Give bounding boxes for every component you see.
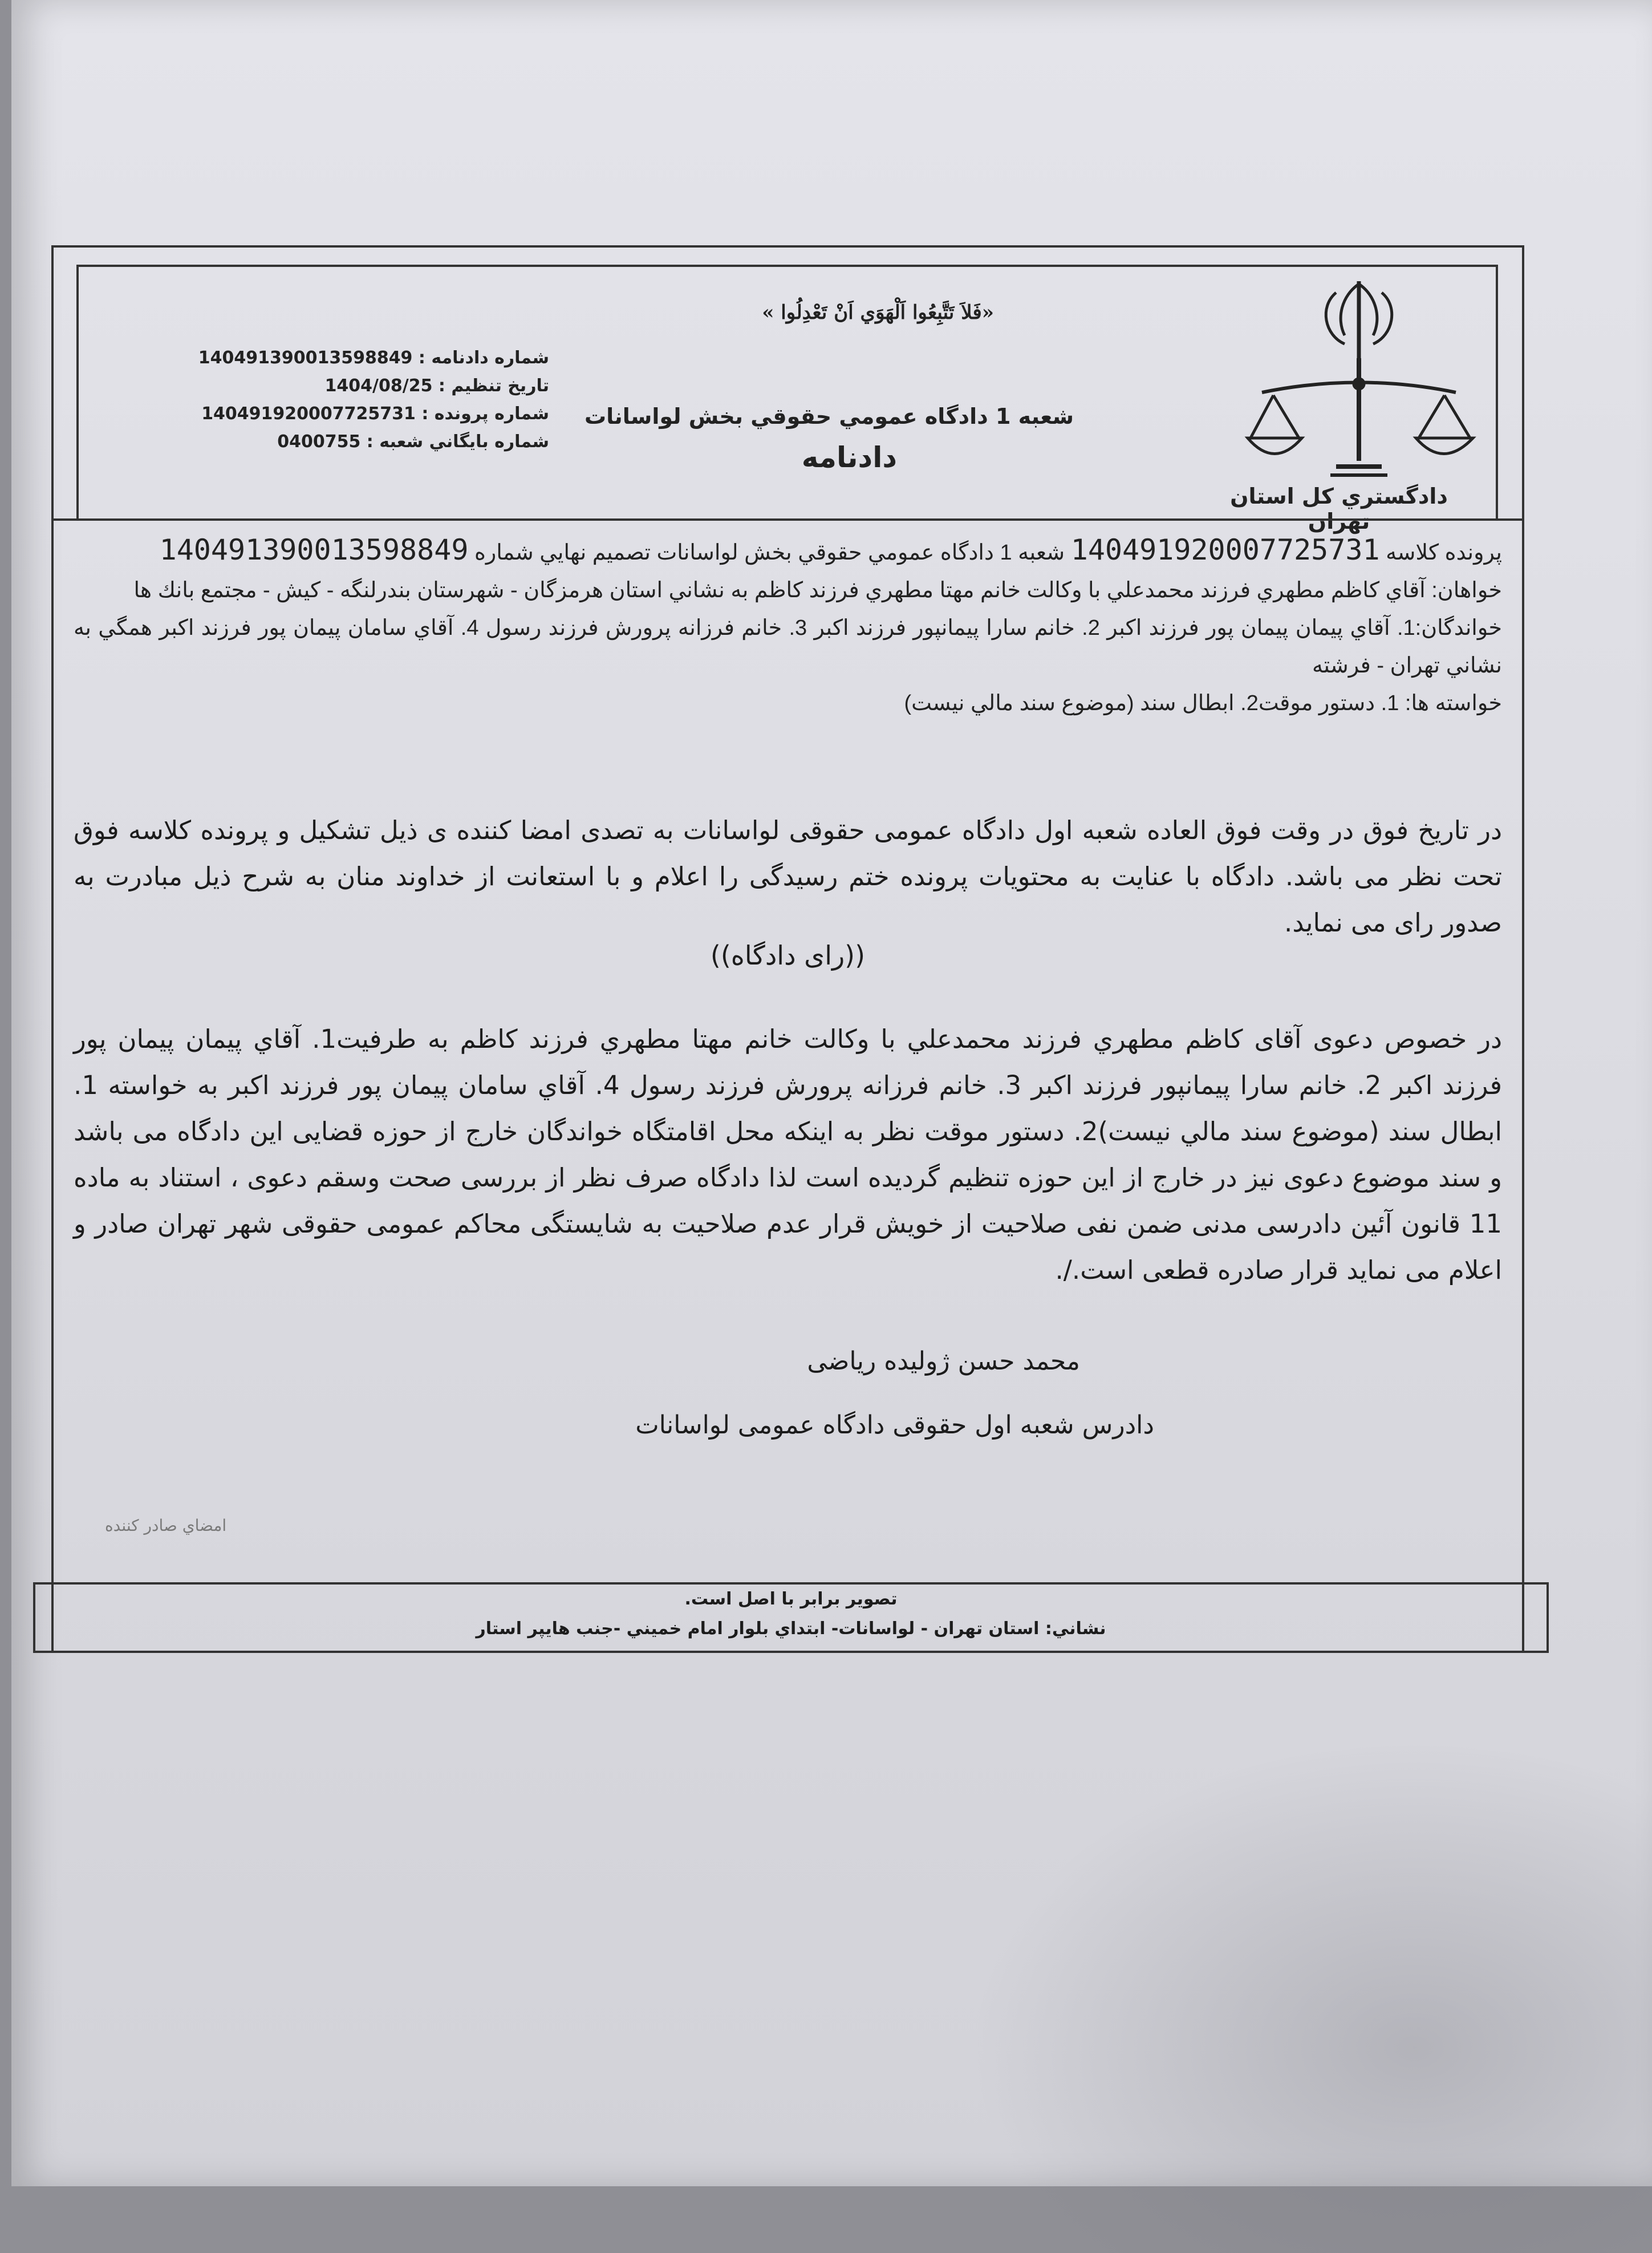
document-header [76,265,1498,534]
quran-verse: «فَلاَ تَتَّبِعُوا اَلْهَوَي اَنْ تَعْدِلُوا » [762,301,994,324]
court-decision-document [51,245,1524,1653]
signature-label: امضاي صادر كننده [105,1516,227,1535]
claims: خواسته ها: 1. دستور موقت2. ابطال سند (موضوع سند مالي نيست) [904,691,1502,715]
meta-decision-number: شماره دادنامه : 140491390013598849 [198,348,549,368]
case-details [74,531,1502,722]
organization-name: دادگستري كل استان تهران [1230,484,1448,534]
judge-title: دادرس شعبه اول حقوقی دادگاه عمومی لواسانات [635,1411,1154,1440]
judiciary-emblem-icon [1239,273,1479,484]
file-number: 140491920007725731 [1070,533,1380,566]
court-address: نشاني: استان تهران - لواسانات- ابتداي بلوار امام خميني -جنب هايپر استار [476,1619,1106,1639]
document-meta [161,344,549,456]
judge-name: محمد حسن ژولیده ریاضی [807,1347,1080,1376]
meta-file-number: شماره پرونده : 140491920007725731 [201,404,549,424]
decision-number: 140491390013598849 [159,533,469,566]
meta-issue-date: تاريخ تنظيم : 1404/08/25 [324,376,549,396]
plaintiff: خواهان: آقاي كاظم مطهري فرزند محمدعلي با وكالت خانم مهتا مطهري فرزند كاظم به نشاني استان هرمزگان - شهرستان بندرلنگه - كيش - مجتمع بانك ها [133,578,1502,602]
paper-shadow [969,1740,1652,2253]
document-title: دادنامه [801,441,897,474]
file-line: پرونده كلاسه 140491920007725731 شعبه 1 دادگاه عمومي حقوقي بخش لواسانات تصميم نهايي شماره 140491390013598849 [159,533,1502,566]
defendants: خواندگان:1. آقاي پيمان پيمان پور فرزند اكبر 2. خانم سارا پيمانپور فرزند اكبر 3. خانم فرزانه پرورش فرزند رسول 4. آقاي سامان پيمان پور فرزند اكبر همگي به نشاني تهران - فرشته [74,616,1502,678]
document-footer [33,1582,1549,1653]
intro-paragraph: در تاریخ فوق در وقت فوق العاده شعبه اول دادگاه عمومی حقوقی لواسانات به تصدی امضا کننده ی ذیل تشکیل و پرونده کلاسه فوق تحت نظر می باشد. دادگاه با عنایت به محتویات پرونده ختم رسیدگی را اعلام و با استعانت از خداوند منان به شرح ذیل مبادرت به صدور رای می نماید. [74,815,1502,938]
court-branch: شعبه 1 دادگاه عمومي حقوقي بخش لواسانات [584,404,1074,429]
copy-note: تصوير برابر با اصل است. [684,1589,898,1609]
verdict-heading: ((رای دادگاه)) [710,940,866,971]
meta-archive-number: شماره بايگاني شعبه : 0400755 [277,432,549,452]
verdict-paragraph: در خصوص دعوی آقای کاظم مطهري فرزند محمدعلي با وكالت خانم مهتا مطهري فرزند كاظم به طرفیت1. آقاي پيمان پيمان پور فرزند اكبر 2. خانم سارا پيمانپور فرزند اكبر 3. خانم فرزانه پرورش فرزند رسول 4. آقاي سامان پيمان پور فرزند اكبر به خواسته 1. ابطال سند (موضوع سند مالي نيست)2. دستور موقت نظر به اینکه محل اقامتگاه خواندگان خارج از حوزه قضایی این دادگاه می باشد و سند موضوع دعوی نیز در خارج از این حوزه تنظیم گردیده است لذا دادگاه صرف نظر از بررسی صحت وسقم دعوی ، استناد به ماده 11 قانون آئین دادرسی مدنی ضمن نفی صلاحیت از خویش قرار عدم صلاحیت به شایستگی محاکم عمومی حقوقی شهر تهران صادر و اعلام می نماید قرار صادره قطعی است./. [74,1024,1502,1285]
document-body [54,518,1522,1653]
